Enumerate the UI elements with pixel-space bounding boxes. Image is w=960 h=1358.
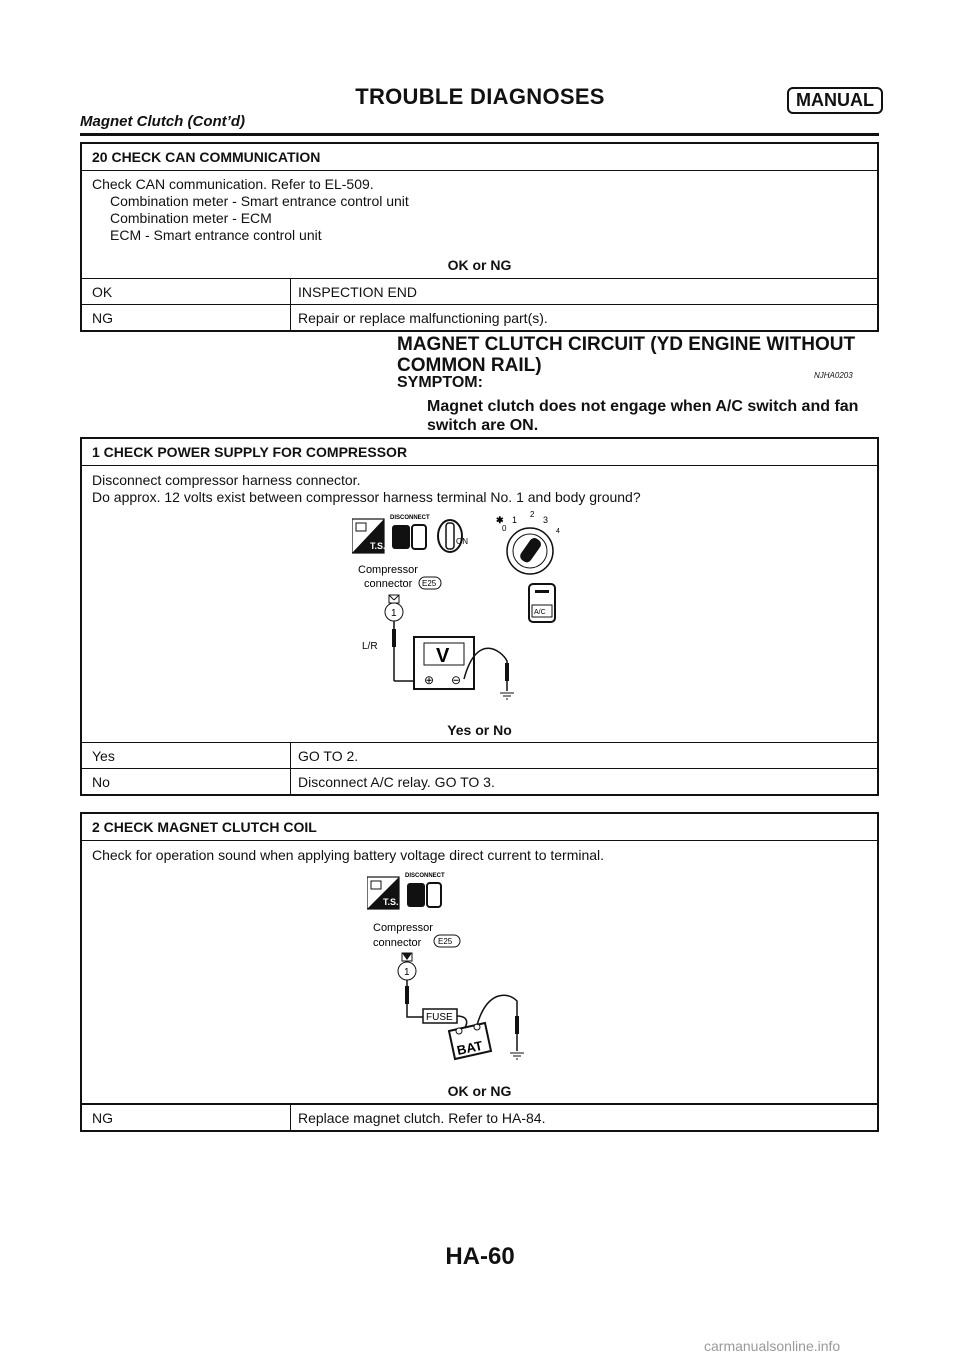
connector-id: E25	[438, 937, 453, 946]
connector-label: connector	[373, 937, 422, 949]
step-1-result-row	[82, 743, 877, 768]
step-2-question-row	[82, 1079, 877, 1104]
step-20-title: 20 CHECK CAN COMMUNICATION	[82, 144, 877, 171]
result-value: Repair or replace malfunctioning part(s).	[298, 309, 548, 326]
step-1-table	[80, 437, 879, 796]
ts-label: T.S.	[383, 897, 399, 907]
wire-label: L/R	[362, 641, 378, 652]
pin-label: 1	[404, 967, 410, 978]
disconnect-label: DISCONNECT	[405, 873, 445, 879]
ts-label: T.S.	[370, 541, 386, 551]
result-key: OK	[82, 279, 291, 304]
step-1-question-row	[82, 718, 877, 743]
step-2-title: 2 CHECK MAGNET CLUTCH COIL	[82, 814, 877, 841]
symptom-label: SYMPTOM:	[397, 374, 483, 391]
step-2-table	[80, 812, 879, 1132]
fan-step: 2	[530, 511, 535, 519]
result-value: Replace magnet clutch. Refer to HA-84.	[298, 1109, 546, 1126]
page-title: TROUBLE DIAGNOSES	[355, 84, 605, 109]
watermark: carmanualsonline.info	[704, 1338, 841, 1354]
step-1-instruction: Disconnect compressor harness connector.	[92, 472, 361, 488]
step-20-body	[82, 171, 877, 279]
result-value: Disconnect A/C relay. GO TO 3.	[298, 773, 495, 790]
step-20-item: Combination meter - ECM	[110, 210, 272, 226]
ac-label: A/C	[534, 609, 546, 616]
battery-icon	[449, 1023, 491, 1059]
step-1-title: 1 CHECK POWER SUPPLY FOR COMPRESSOR	[82, 439, 877, 466]
step-20-question: OK or NG	[447, 257, 512, 273]
section-heading: MAGNET CLUTCH CIRCUIT (YD ENGINE WITHOUT COMMON RAIL)	[397, 334, 856, 376]
header-rule	[80, 133, 879, 136]
ignition-key-icon	[438, 520, 468, 552]
fan-step: 3	[543, 515, 549, 525]
step-1-body	[82, 466, 877, 742]
step-1-question: Yes or No	[447, 722, 512, 738]
battery-label: BAT	[455, 1037, 484, 1058]
fan-step: 0	[502, 524, 507, 533]
result-key: Yes	[82, 743, 291, 768]
step-20-result-row	[82, 279, 877, 304]
step-2-body	[82, 841, 877, 1103]
meter-label: V	[436, 645, 450, 667]
step-2-result-row	[82, 1104, 877, 1130]
fuse-label: FUSE	[426, 1012, 453, 1023]
plus-icon: ⊕	[424, 673, 435, 687]
disconnect-icon	[405, 873, 445, 907]
pin-label: 1	[391, 608, 397, 619]
step-20-result-row	[82, 304, 877, 330]
step-2-instruction: Check for operation sound when applying battery voltage direct current to terminal.	[92, 847, 605, 863]
ts-icon	[367, 877, 399, 909]
fan-step: 1	[512, 515, 518, 525]
compressor-label: Compressor	[373, 922, 433, 934]
symptom-text: Magnet clutch does not engage when A/C switch and fan switch are ON.	[427, 398, 859, 434]
step-1-question-text: Do approx. 12 volts exist between compressor harness terminal No. 1 and body ground?	[92, 489, 641, 505]
fan-icon: ✱	[496, 515, 504, 525]
result-key: No	[82, 769, 291, 794]
step-20-item: ECM - Smart entrance control unit	[110, 227, 322, 243]
connector-id: E25	[422, 579, 437, 588]
page-number: HA-60	[445, 1243, 515, 1270]
step-20-table	[80, 142, 879, 332]
step-20-instruction: Check CAN communication. Refer to EL-509.	[92, 176, 374, 192]
power-supply-diagram	[352, 511, 602, 701]
ts-icon	[352, 519, 386, 553]
result-key: NG	[82, 305, 291, 330]
coil-test-diagram	[367, 871, 567, 1066]
result-value: INSPECTION END	[298, 283, 418, 300]
step-2-question: OK or NG	[447, 1083, 512, 1099]
result-key: NG	[82, 1105, 291, 1130]
page-subtitle: Magnet Clutch (Cont’d)	[80, 113, 245, 130]
manual-badge: MANUAL	[787, 87, 883, 114]
compressor-label: Compressor	[358, 564, 418, 576]
connector-label: connector	[364, 578, 413, 590]
disconnect-label: DISCONNECT	[390, 515, 430, 521]
minus-icon: ⊖	[451, 673, 462, 687]
ac-switch-icon	[529, 584, 555, 622]
step-1-result-row	[82, 768, 877, 794]
fan-switch-icon	[496, 511, 560, 574]
disconnect-icon	[390, 515, 430, 549]
section-code: NJHA0203	[814, 371, 853, 380]
fan-step: 4	[556, 528, 560, 535]
result-value: GO TO 2.	[298, 747, 359, 764]
step-20-item: Combination meter - Smart entrance control unit	[110, 193, 409, 209]
on-label: ON	[456, 537, 468, 546]
